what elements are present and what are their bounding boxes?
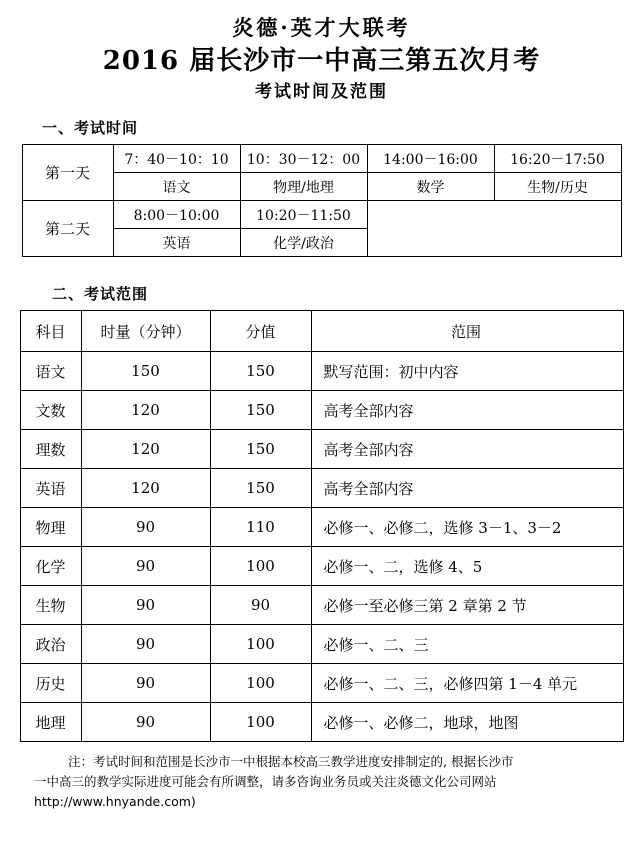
table-row: [20, 547, 623, 586]
cell-subject: 政治: [20, 625, 81, 664]
cell-score: 150: [210, 352, 311, 391]
cell-subject: 物理: [20, 508, 81, 547]
table-row: [20, 469, 623, 508]
header-line-2: 2016 届长沙市一中高三第五次月考: [102, 46, 541, 77]
cell-range: 必修一、必修二，地球，地图: [311, 703, 623, 742]
cell-range: 高考全部内容: [311, 430, 623, 469]
table-row: [20, 352, 623, 391]
subject-cell: 物理/地理: [240, 173, 367, 201]
cell-duration: 120: [81, 430, 210, 469]
cell-subject: 地理: [20, 703, 81, 742]
cell-duration: 90: [81, 508, 210, 547]
header-line-3: 考试时间及范围: [255, 82, 388, 103]
cell-range: 必修一、二、三: [311, 625, 623, 664]
cell-duration: 150: [81, 352, 210, 391]
cell-score: 100: [210, 703, 311, 742]
time-slot: 10:20－11:50: [240, 201, 367, 229]
time-slot: 16:20－17:50: [494, 145, 621, 173]
note-line-2: 一中高三的教学实际进度可能会有所调整，请多咨询业务员或关注炎德文化公司网站: [34, 774, 497, 790]
table-row: [20, 508, 623, 547]
cell-score: 110: [210, 508, 311, 547]
cell-duration: 90: [81, 703, 210, 742]
cell-score: 100: [210, 625, 311, 664]
subject-cell: 语文: [113, 173, 240, 201]
cell-subject: 文数: [20, 391, 81, 430]
exam-range-table: [20, 310, 624, 742]
table-row: [20, 586, 623, 625]
section-title-exam-time: 一、考试时间: [42, 119, 139, 138]
footer-note: [34, 752, 609, 812]
time-slot: 10：30－12：00: [240, 145, 367, 173]
cell-score: 150: [210, 430, 311, 469]
exam-time-table: [22, 144, 622, 257]
cell-range: 必修一、二，选修 4、5: [311, 547, 623, 586]
table-header-row: [20, 311, 623, 352]
cell-range: 必修一、二、三，必修四第 1－4 单元: [311, 664, 623, 703]
cell-subject: 英语: [20, 469, 81, 508]
document-header: [18, 14, 625, 105]
cell-range: 高考全部内容: [311, 391, 623, 430]
subject-cell: 化学/政治: [240, 229, 367, 257]
cell-duration: 90: [81, 625, 210, 664]
note-line-1: 注：考试时间和范围是长沙市一中根据本校高三教学进度安排制定的, 根据长沙市: [68, 754, 514, 770]
table-row: [22, 145, 621, 173]
column-header-subject: 科目: [20, 311, 81, 352]
cell-subject: 理数: [20, 430, 81, 469]
subject-cell: 英语: [113, 229, 240, 257]
column-header-duration: 时量（分钟）: [81, 311, 210, 352]
header-line-1: 炎德·英才大联考: [232, 15, 411, 40]
table-row: [20, 703, 623, 742]
note-line-3: http://www.hnyande.com): [34, 794, 196, 810]
subject-cell: 生物/历史: [494, 173, 621, 201]
cell-subject: 语文: [20, 352, 81, 391]
time-slot: 8:00－10:00: [113, 201, 240, 229]
empty-cell: [367, 201, 621, 257]
table-row: [20, 430, 623, 469]
cell-score: 90: [210, 586, 311, 625]
column-header-range: 范围: [311, 311, 623, 352]
table-row: [20, 391, 623, 430]
time-slot: 7：40－10：10: [113, 145, 240, 173]
cell-score: 100: [210, 664, 311, 703]
cell-score: 150: [210, 469, 311, 508]
table-row: [20, 625, 623, 664]
cell-range: 高考全部内容: [311, 469, 623, 508]
cell-range: 必修一、必修二，选修 3－1、3－2: [311, 508, 623, 547]
cell-duration: 120: [81, 391, 210, 430]
table-row: [22, 201, 621, 229]
cell-score: 150: [210, 391, 311, 430]
cell-duration: 90: [81, 547, 210, 586]
column-header-score: 分值: [210, 311, 311, 352]
cell-duration: 90: [81, 664, 210, 703]
section-title-exam-range: 二、考试范围: [52, 285, 149, 304]
subject-cell: 数学: [367, 173, 494, 201]
cell-range: 默写范围：初中内容: [311, 352, 623, 391]
cell-subject: 化学: [20, 547, 81, 586]
cell-range: 必修一至必修三第 2 章第 2 节: [311, 586, 623, 625]
day-label-2: 第二天: [22, 201, 113, 257]
cell-duration: 120: [81, 469, 210, 508]
table-row: [20, 664, 623, 703]
cell-subject: 历史: [20, 664, 81, 703]
time-slot: 14:00－16:00: [367, 145, 494, 173]
cell-duration: 90: [81, 586, 210, 625]
cell-score: 100: [210, 547, 311, 586]
cell-subject: 生物: [20, 586, 81, 625]
day-label-1: 第一天: [22, 145, 113, 201]
